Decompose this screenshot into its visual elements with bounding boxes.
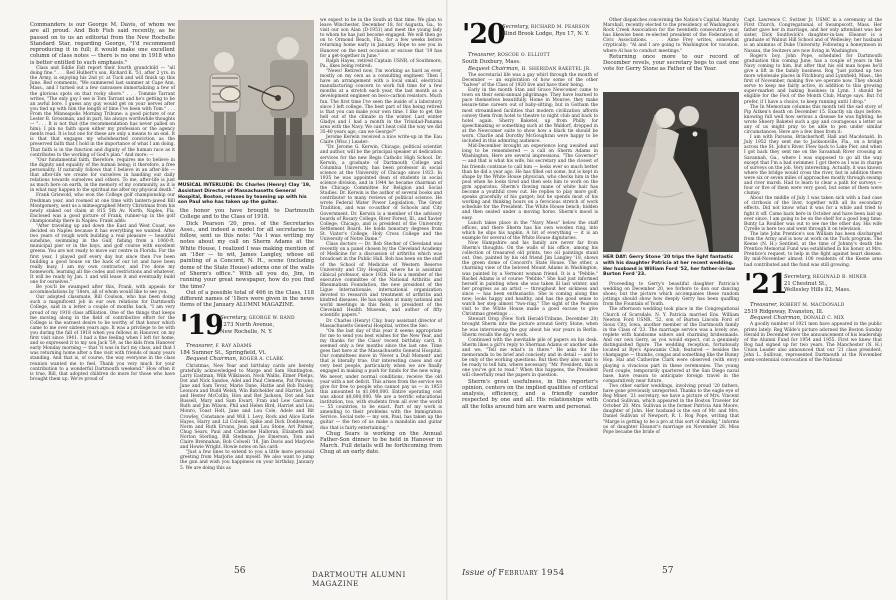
secretary-address: Wellesley Hills 82, Mass. [784,287,851,294]
right-column-2 [603,18,739,73]
caption-text: Dr. Charles (Henry) Clay '19, Assistant Director of Massachusetts General Hospital, Boston, relaxes by teaming up with his son Paul who has taken up the guitar. [178,183,311,206]
class-numeral: '19 [180,309,223,341]
treasurer-title: Treasurer, [750,301,778,308]
paragraph: "Our fundamental faith, therefore, requires me to believe in the dignity and equality of the human being; it therefore, a free personality. If naturally follows that I believe in an after-life — that after-life we create for ourselves in handling our daily relations towards ourselves and others. To me, after-life is just as much here on earth, in the memory of my community, as it is in what may happen to the spiritual me after my physical death." [30,157,175,194]
paragraph: Commanders is our George M. Davis, of whom we are all proud. And Bob Fish said recently, as he passed on to us an editorial from the New Rochelle Standard Star, regarding George, "I'd recommend reproducing it in full; it would make one excellent column of class notes — there is no one in 1918 who is better entitled to such emphasis." [30,22,175,66]
class-1919-header [180,311,314,341]
paragraph-sherm-usefulness: Sherm's great usefulness, in this reporter's opinion, centers on the implied qualities of critical analysis, efficiency, and a friendly candor respected by one and all. His relationships with all the folks around him are warm and personal. [462,378,598,410]
paragraph: "On the last day of this year it seems appropriate for me to send you best wishes for the New Year, and my thanks for the Class' recent birthday card. It seemed only a few months since the last one. Time goes fast here at the Massachusetts General Hospital. Our committees move in 'Never a Dull Moment' and that is literally true. Our interesting cases and our very best people, particularly when we are finally engaged in making a push for funds for the new wing. We never, under normal conditions, receive the old year with a net deficit. This arises from the service we give for free to people who cannot pay us — in 1953 this amounted to $1,000,000. Entire operating cost was about $8,000,000. We are a terrific educational institution, too, with students from all over the world — 55 countries, to be exact. Part of my work is amending to their problems with the Immigration Service. Social note — my son, Paul, has taken up the guitar — the two of us make a mandolin and guitar duo that is fairly entertaining." [320,328,442,431]
bequest-name: ROGER A. CLARK [239,357,284,363]
paragraph: "After traveling up and down the East and West Coast, we decided on Naples because it has everything we wanted. After two years of rough work building a real pleasure — beautiful sunshine, swimming in the Gulf, fishing from a 1060-ft. municipal pier or in the bays, and golf course with excellent greens. You are not ready to move our centre in Florida. For the first year, I played golf every day but since then I've been building a good house on the back of our lot and have been really busy. I am my own contractor, and I've done my homework, learning all the codes and restrictions and whatever. It will be ready by Jan. 1 and will lease it and eventually build one for ourselves." [30,223,175,286]
paragraph: Stewart Orop (New York Herald-Tribune, December 28) brought Sherm into the picture around Gerry Stone, when he was interviewing the guy about his war years in Berlin. Sherm recalls the day's work. [462,317,598,338]
paragraph: The afternoon wedding took place in the Congregational Church of Scarsdale, N. Y. Patricia married Ens. William Newton Ford USNR, '52, son of Burton Lincoln Ford of Sioux City, Iowa, another member of the Dartmouth family in the Class of '23. The marriage service was a lovely one, replete with handsome ushers and charming bridesmaids. And our own Gerry, as you would expect, cut a genuinely distinguished figure. The wedding reception, fortuitously located at Rye's Apawamis Club, featured — besides the champagne — thumbs, congas and something like the Bunny Hop. Hal and Catherine Clark were observed (with envy) playing a vivacious part in these ceremonies. The young Ford couple, temporarily quartered at the San Diego naval base, have reason to anticipate foreign travel in the comparatively near future. [603,307,739,384]
treasurer-address: 2519 Ridgeway, Evanston, Ill. [744,308,824,315]
photo-wedding-dance [603,92,739,252]
photo-wedding-illustration [603,92,739,252]
paragraph: I am with Parsons, Brinckerhoff, Hall and Macdonald. In July 1952 they sent me to Jacksonville, Fla., on a bridge across the St. John's River. Flew back to Lake Pier, and when I got back they sent me on the Savannah River crossing at Savannah, Ga., where I was supposed to go all the way except that I'm a bad swimmer. I got there as I was in charge of surveys on the job. Very interesting. Actually, it was known where the bridge would cross the river, but in addition there were six or seven miles of approaches mostly through swamp and river marsh. Had to learn to clear a path for surveys — four or five of them were very good, but some of them were clumsy. [744,135,882,197]
paragraph: A goodly number of 1921 men have appeared in the public prints lately. Reg Wilde's picture adorned the Boston Sunday Herald in December over the announcement of his leadership of the Alumni Fund for 1954 and 1955. First we knew that Rog had signed up for two years. The Manchester (N. H.) Union Leader also announced that our '21 class president, John L. Sullivan, represented Dartmouth at the November semi-centennial convocation of the National [744,322,882,364]
bequest-title: Bequest Chairman, [750,315,802,322]
paragraph: Jerome Kerwin received a nice write-up in the Eau Claire (Wisc.) Leader: [320,135,442,146]
secretary-title: Secretary, [502,24,530,30]
paragraph: Dick Pearson '20, pres. of the Secretaries Asso., and indeed a model for all secretaries to follow, sent us this note: "As I was writing my notes about my call on Sherm Adams at the White House, I realized I was making mention of an '18er — to wit, James Langley, whose oil painting of a Concord, N. H., scene (including dome of the State House) adorns one of the walls of Sherm's office." With all you do, Jim, in running your great newspaper, how do you find the time? [180,220,314,290]
paragraph: About the middle of July I was taken sick with a bad case of cirrhosis of the liver, together with all its secondary effects. Did not know what it was for a while and tried to fight it off. Came back here in October and have been laid up ever since. I am going to be on the shelf for a good long time. Bunty La Roullier was out to see me the other day. His wife Cyrelle is here too and went through it on television. [744,196,882,232]
photo-caption-her-day [603,255,739,278]
class-1920-header [462,20,598,50]
bequest-name: DONALD C. MIX [803,316,845,322]
right-page [448,0,896,600]
paragraph: Proceeding to Gerry's beautiful daughter Patricia's wedding on December 20, we forbore to don our dancing shoes; but the picture which accompanies these random jottings should show how deeply Gerry has been quaffing from the Fountain of Youth. [603,282,739,308]
right-column-1 [462,18,598,410]
secretary-title: Secretary, [784,273,812,280]
class-secretary-info [784,274,867,294]
paragraph: Class and Eddie Falt report their fourth grandchild — "all doing fine." . . . Red Hulbert's son, Richard K. '51, after 2 yrs. in the Army, is enjoying his 2nd yr. at Tuck and will finish up this June. Red comments, "We summered last summer at Cape Ann, Mass., and I turned out a few canvasses immortalizing a few of the glorious spots on that rocky shore." . . . Tommie Tarrant writes, "The only guy I see is Tom Tarrant and he's getting to be an awful bore. I guess any guy would get on your nerves after you tied up with him the length of time I've been with Tom." . . . From the Minneapolis Morning Tribune: a good picture of our Lester B. Grossman, and in part, his always worthwhile thoughts — ". . . It is not that (the recommendation has never palled on him); I pin no faith upon either my profession or the agency ments read. It is but one for these are only a means to an end. It is that that engages my wholehearted conviction as the preserved faith that I hold in the importance of what I am doing. That faith is in the function and dignity of the human race as it contributes to the working of God's plan." And more: — [30,66,175,158]
class-secretary-info [502,24,590,38]
bequest-name: H. SHERIDAN BAKETEL JR. [521,66,591,72]
page-number-right: 57 [662,566,674,576]
caption-text: Gerry Stone '20 trips the light fantastic with his daughter Patricia at her recent wedding. Her husband is William Ford '52, her father-in-law Burton Ford '23. [603,255,736,278]
paragraph: The In Memoriam columns this month tell the sad story of Pip Aitken's death on December 15. Exactly six days before, knowing full well how serious a disease he was fighting, he wrote Sheery Baketel such a gay and courageous a letter as any of us might pray to be able to pen under similar circumstances. Here are a few lines from it: [744,104,882,136]
treasurer-line [744,302,882,316]
class-secretary-info [220,315,295,335]
paragraph: Dr. Charles (Henry) Clay, busy assistant director of Massachusetts General Hospital, writes the Sec: [320,318,442,329]
right-column-2-continued [603,282,739,435]
paragraph: Christmas, New Year and birthday cards are hereby gratefully acknowledged to Marge and Sam Huntington, Larry Eastman, Wilk Wilkinson, Nock Wallis, Elmer Phelps, Dot and Nick Sandoe, Adel and Paul Clemens, Pat Parsons, Jane and Sam Tevar, Marie Dane, Hattie and Bob Paisley, Leonora and Budd Welsh, Win Batchelder and Harriet, Jack and Hester McCollin, Hon and Ret Jackson, Dot and Sax Russell, Mary and Sam Ewart, Fran and Lew Garrison, Ruth and Jim Wilson, Phil and Helen Bird, Harriet and Lou Monro, Toast Holt, Jane and Lou Cole, Adele and Bit Crowley, Constance and Will I. Levy, Rock and Alice Earle Hayes, Harry and Lil Colwell, Spike and Dick Doddsweng, Norm and Ruth Ervans, Jean and Lou Stone, Art Palmer, Chug Sears, Paul and Catherine Halloran, Elizabeth and Norton Sterling, Bill Stedman, Joe Emerson, Tom and Claire Brennahan, Bob Colwell '18, Jim Davis and Marjorie and Howie Wright. Howie notes on his card: [180,363,314,451]
class-numeral: '21 [744,268,787,300]
secretary-name: GEORGE W. RAND [248,315,295,321]
caption-label: MUSICAL INTERLUDE: [178,183,235,188]
paragraph: Now Hampshire and his family are never far from Sherm's thoughts. On the walls of his office, among his collection of treasured old prints, two oil paintings stand out. One, painted by his old friend Jim Langley '18, shows the green dome of Concord's State House. The other, a charming view of the beloved Mount Adams in Washington, was painted by a Vermont woman friend. It is a "Pebble." Rachel Adams is of course "Pebble." She had just informed herself in painting when she was taken ill last winter, and her progress as an artist — throughout her sickness and since — has been enthusiastic. She is coming along fine now; looks happy and healthy, and has the good sense to watch her step almost "two-ring." The sight of the Pearson visit to the White House made a good excuse to give Christmas greetings . . . [462,240,598,318]
paragraph: Ralph Hayes, retired Captain USNR, of Southmore, Pa., likes being retired: [320,58,442,69]
photo-figures-illustration [178,20,314,180]
bequest-chairman-line [744,315,882,322]
treasurer-name: ROBERT M. MACDONALD [779,302,845,308]
paragraph-chug-sears: Chug Sears is working on the Annual Father-Son dinner to be held in Hanover in March. Full details will be forthcoming from Chug at an early date. [320,430,442,456]
class-1921-header [744,270,882,300]
paragraph: Our adopted classmate, Bill Coulson, who has been doing such a magnificent job in our own relations for Dartmouth College, said in a letter a couple of months back, "I am very proud of my 1918 class affiliation. One of the things that keeps me moving along in the field of contributive effort for the College is the earnest desire to be worthy of that honor which came to me over sixteen years ago. It was a privilege to be with you during the fall of 1918 when you fellows in Hanover, on my first visit since 1941. I had a fine feeling when I left for home, and so expressed it to my son Jack '59, as the kids from Hanover early Monday morning — that 'it was in fact my class, and that I was returning home after a fine visit with friends of many years standing. And that is, of course, the way everyone in the class reunion wanted me to feel. Thank you very much for your contribution to a wonderful Dartmouth weekend." How often it is true, Bill, that adopted children do more for those who have brought them up. We're proud of [30,295,175,382]
right-column-3 [744,18,882,363]
running-head-issue: February 1954 [498,568,565,578]
paragraph: Early in the month Stan and Grace Newcomer came to town on their semi-annual pilgrimage. They have learned to pace themselves beautifully. Home in Monroe, they make leisure-time careers out of baby-sitting; but in Gotham the most streamlined facilities that modern civilization affords convey them from hotel to theatre to night club and back to hotel again. Sherry Baketel, up from Philly for speechmaking or something such at the Waldorf, dropped in at the Newcomer suite to show how a black tie should be worn. Charlie and Dorothy McGoughran were happy to be included in this admiring audience. [462,88,598,145]
treasurer-title: Treasurer, [468,52,496,58]
treasurer-address: South Duxbury, Mass. [462,59,521,66]
paragraph: Continued with the inevitable pile of papers on his desk. Sherm likes a girl's reply to Sherman Adams or another aide and we, "Tell me what's in there." He asks for the memoranda to be brief and concisely and in detail — and to be only of the working questions. But then they also want to be ready to tell him, where necessary, "Mr. President, this is one you've got to read." When this happens, the President will cheerfully read the papers in question. [462,337,598,379]
paragraph: the honor you have brought to Dartmouth College and to the Class of 1918. [180,208,314,221]
secretary-title: Secretary, [220,314,248,321]
paragraph: Two other earlier weddings, involving proud '20 fathers, have gone previously unreported. Thanks to the eagle eye of Reg Miner, '21 secretary, we have a picture of Mrs. Vincent Conrad Sullivan, which appeared in the Boston Traveler for October 20. Mrs. Sullivan is the former Patricia Ann Moore, daughter of John. Her husband is the son of Mr. and Mrs. Daniel Sullivan of Newport, R. I. Rog Pope, writing that "Marge is getting to be a pro at this sort of shindig," informs us of daughter Eleanor's marriage on November 28. Miss Pope became the bride of [603,383,739,435]
bequest-title: Bequest Chairman, [468,65,520,72]
treasurer-line [180,343,314,357]
paragraph-returning-once-more: Returning once more to our record of December revels, your secretary begs to cast one vote for Gerry Stone as Father of the Year. [603,53,739,73]
treasurer-title: Treasurer, [186,342,214,349]
paragraph: we expect to be in the South at that time. We plan to leave Winchester, December 18, for Augusta, Ga., to visit our son Alan (D-1951) and meet the young lady to whom he has just become engaged. We will then go on to Ormond Beach, Fla., for a few weeks before returning home early in January. Hope to see you in Hanover on the next occasion or excuse that '19 has for a get-together in June." [320,18,442,59]
left-column-3 [320,18,442,456]
treasurer-name: ROSCOE O. ELLIOTT [497,53,550,58]
paragraph: Capt. Lawrence C. Switzer Jr. USMC in a ceremony at the First Church, Congregational, of Swampscott, Mass. Her father gave her in marriage, and her only attendant was her sister, Dick Southwick's daughter-in-law. Eleanor is a graduate of Walnut Hill School and of Wellesley; her husband is an alumnus of Duke University. Following a honeymoon in Nassau, the Switzers are now living in Washington. [744,18,882,54]
secretary-address: 21 Chestnut St., [784,281,828,287]
bequest-chairman-line [180,356,314,363]
bequest-title: Bequest Chairman, [186,356,238,363]
page-number-left: 56 [234,566,246,576]
paragraph: Roger's boy, John Pope, scheduled for Dartmouth graduation this coming June, has a couple of years in the Navy coming to him, but after that his old man hopes he'll give a lift in the family business. Rog "just picked up two more wholesale places in Fitchburg and Lynnfield, Mass., the first of November, making five we operate now. They should serve to keep me fairly active, in addition to this growing super-market and baking business in Lynn. I should be eligible for the Fool of the Month Club, Marge says. But I'd prefer, if I have a choice, to keep running until I drop." [744,53,882,105]
left-column-2 [180,208,314,471]
secretary-address: Blind Brook Lodge, Rye 17, N. Y. [502,31,590,38]
treasurer-name: F. RAY ADAMS [215,343,252,349]
paragraph: The secretarial life was a gay whirl through the month of December — an exploration of how some of the other "halves" of the Class of 1920 live and have their being. [462,72,598,89]
running-head-prefix: Issue of [462,568,496,578]
secretary-name: RICHARD M. PEARSON [530,25,590,30]
paragraph: Be you'll be swamped after this, Frank, with appeals for accommodations by '18ers, all of whom would like to see you. [30,285,175,296]
caption-label: HER DAY: [603,255,628,260]
photo-caption-musical-interlude [178,183,314,206]
secretary-name: REGINALD B. MINER [812,274,867,280]
paragraph: Out of a possible total of 466 in the Class, 118 different names of '18ers were given in the news items of the January ALUMNI MAGAZINE. [180,289,314,309]
treasurer-line [462,52,598,66]
paragraph: "Just a few lines to extend to you a little more personal greeting from Marjorie and myself. We also want to jump the gun and wish you happiness on your birthday, January 5. We are doing this as [180,450,314,471]
paragraph: The late John Prentice's son William has been discharged from the Army and is now at work on the Tuck program. The Keene (N. H.) Sentinel, at the time of Johnny's death the Prentice Memorial Fund was established in his honor, at Mrs. Prentice's request, to help in the fight against heart disease. By mid-November almost 100 residents of the Keene area had contributed and the fund was still growing. [744,231,882,268]
paragraph: "Dr. Jerome G. Kerwin, Chicago, political scientist and author, will be the principal speaker at dedication services for the new Regis Catholic High School. Dr. Kerwin, a graduate of Dartmouth College and Columbia University, has been professor in social science at the University of Chicago since 1923. In 1935 he was appointed dean of students in social science division, and in 1944 he became chairman of the Chicago Committee for Religion and Social Studies. Dr. Kerwin is the author of several books and contributor to many reviews of political science. He wrote Federal Water Power Legislation, The Great Tradition, and was co-author of Schools and City Government. Dr. Kerwin is a member of the advisory boards of Rosary College, River Forest, Ill., and Xavier College, Chicago, and is president of the University Settlement Board. He holds honorary degrees from St. Viator's College, Holy Cross College and the University of Notre Dame." [320,145,442,243]
running-head-left: DARTMOUTH ALUMNI MAGAZINE [312,570,406,588]
left-column-1 [30,22,175,382]
secretary-address: New Rochelle, N. Y. [220,328,273,335]
class-numeral: '20 [462,19,505,50]
paragraph: Other dispatches concerning the Nation's Capital: Marshy Marshall, recently elected to the presidency of Washington's Rock Creek Association for the twentieth consecutive year, has likewise been re-elected president of the Federation of Civic Associations. . . . Anne Frey writes, somewhat cryptically: "Al and I are going to Washington for vacation, where Al has to conduct meetings." [603,18,739,54]
paragraph: Lunch takes place in the "Navy Mess" below the staff offices, and there Sherm has his own wooden ring, into which he slips his napkin. A bit of everything — it is an example for several of the White House dignitaries. [462,220,598,241]
photo-musical-interlude [178,20,314,180]
paragraph: Mid-December brought an experience long awaited and long to be remembered — a call on Sherm Adams in Washington. Here are several impressions. "The Governor" — and that is what his wife, his secretary and the closest of his friends continue to call him — looks ever so much better than he did a year ago. He has filled out some, but is kept in shape by the White House physician, who checks him in the pool when he looks tired and then sets him to work on the gym apparatus. Sherm's flowing mane of white hair has become a youthful crew cut. He replies to play more golf; speaks gracefully of his garget; but he spends most of his working and thinking hours on a ferocious stretch of work schedule for the President. The White House bench; hidden and then seated under a moving horse. Sherm's mood is easy. [462,144,598,221]
paragraph: Frank Griswold, who won the College golf championship our freshman year, and roomed at one time with lantern-jawed Bill Montgomery, sent us a mimeographed Merry Christmas from his newly staked out claim at 815 5th Av. North, Naples, Fla. Enclosed was a good picture of Frank, runner-up in the golf championship there in Naples. Frank adds: [30,193,175,224]
secretary-address: 1273 North Avenue, [220,322,275,329]
paragraph: "News! Retired now, I'm working as hard as ever, mostly on my own as a consulting engineer. Then I have an arrangement with a local small, electrical manufacturing concern to work full time for a few months at a stretch each year, the last month as a development engineer on beco-carbon resistors. Much fun. The first time I've seen the inside of a laboratory since I left college. The best part of this being retired is that you can make your own time. I like to get the hell out of the climate in the winter. Last winter Gladys and I had a month in the Trinidad-Panama area with the Navy. We can't beat cold the way we did 35-40 years ago, can we George?" [320,68,442,136]
treasurer-address: 184 Sumner St., Springfield, Vt. [180,350,267,357]
paragraph: Class doctors — Dr. Bob Stecher of Cleveland was recently on a panel chosen by the Cleveland Academy of Medicine for a discussion of arthritis which was broadcast in the Public Hall. Bob has been on the staff of the School of Medicine of Western Reserve University and City Hospital, where he is assistant clinical professor, since 1928. He is a member of the executive committee of the National Arthritis and Rheumatism Foundation, the new president of the Ligue Internationale, international organization devoted to research and treatment of arthritis and kindred diseases. He has spoken at many national and world meetings in this field, is president of the Cleveland Health Museum, and author of fifty scientific papers." [320,242,442,319]
running-head-right [462,568,565,578]
bequest-chairman-line [462,66,598,73]
